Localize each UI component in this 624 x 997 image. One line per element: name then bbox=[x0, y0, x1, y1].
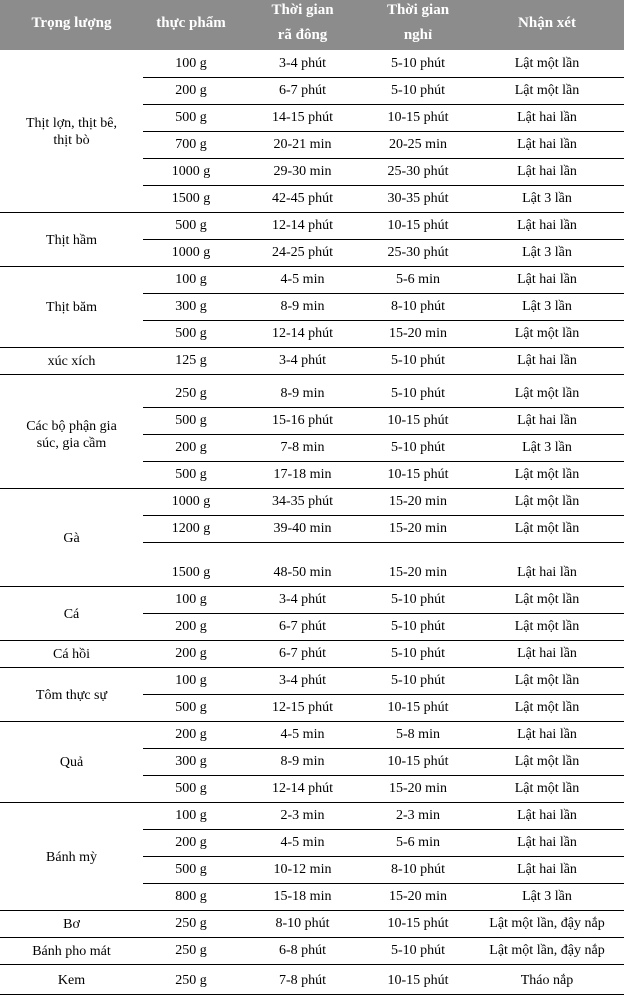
rest-time-cell: 2-3 min bbox=[396, 808, 440, 823]
thaw-time-cell: 10-12 min bbox=[273, 862, 332, 877]
rest-time-cell: 5-10 phút bbox=[390, 83, 446, 98]
thaw-time-cell: 24-25 phút bbox=[271, 245, 334, 260]
header-thaw-time-line2: rã đông bbox=[277, 27, 328, 43]
weight-cell: 1200 g bbox=[171, 521, 211, 536]
header-rest-time-line2: nghỉ bbox=[403, 27, 433, 43]
weight-cell: 250 g bbox=[175, 973, 207, 988]
group-name: Bánh pho mát bbox=[32, 944, 111, 959]
remark-cell: Lật hai lần bbox=[517, 137, 577, 152]
row-divider bbox=[0, 964, 624, 965]
weight-cell: 500 g bbox=[175, 467, 207, 482]
weight-cell: 300 g bbox=[175, 299, 207, 314]
weight-cell: 100 g bbox=[175, 592, 207, 607]
row-divider bbox=[143, 515, 624, 516]
rest-time-cell: 5-6 min bbox=[396, 835, 440, 850]
header-remarks: Nhận xét bbox=[518, 15, 576, 31]
weight-cell: 250 g bbox=[175, 943, 207, 958]
rest-time-cell: 5-10 phút bbox=[390, 673, 446, 688]
row-divider bbox=[143, 748, 624, 749]
weight-cell: 800 g bbox=[175, 889, 207, 904]
remark-cell: Lật hai lần bbox=[517, 835, 577, 850]
thaw-time-cell: 12-14 phút bbox=[271, 326, 334, 341]
group-name: Tôm thực sự bbox=[35, 687, 108, 703]
thaw-time-cell: 8-9 min bbox=[280, 386, 325, 401]
rest-time-cell: 10-15 phút bbox=[387, 916, 449, 931]
group-name: Gà bbox=[63, 530, 80, 546]
rest-time-cell: 5-10 phút bbox=[390, 619, 446, 634]
remark-cell: Lật hai lần bbox=[517, 110, 577, 125]
weight-cell: 100 g bbox=[175, 272, 207, 287]
thaw-time-cell: 4-5 min bbox=[280, 272, 325, 287]
row-divider bbox=[0, 374, 624, 375]
group-name: Kem bbox=[57, 972, 86, 988]
remark-cell: Lật một lần bbox=[514, 56, 580, 71]
row-divider bbox=[143, 694, 624, 695]
row-divider bbox=[0, 212, 624, 213]
rest-time-cell: 5-10 phút bbox=[390, 440, 446, 455]
remark-cell: Lật một lần bbox=[514, 326, 580, 341]
rest-time-cell: 5-6 min bbox=[396, 272, 440, 287]
remark-cell: Lật 3 lần bbox=[522, 440, 572, 455]
weight-cell: 200 g bbox=[175, 440, 207, 455]
remark-cell: Lật một lần bbox=[514, 781, 580, 796]
weight-cell: 100 g bbox=[175, 673, 207, 688]
row-divider bbox=[143, 542, 624, 543]
header-food: thực phẩm bbox=[156, 15, 226, 31]
remark-cell: Lật một lần bbox=[514, 619, 580, 634]
row-divider bbox=[143, 77, 624, 78]
rest-time-cell: 10-15 phút bbox=[387, 700, 449, 715]
row-divider bbox=[0, 488, 624, 489]
row-divider bbox=[0, 994, 624, 995]
remark-cell: Lật hai lần bbox=[517, 164, 577, 179]
group-name: Thịt lợn, thịt bê, thịt bò bbox=[25, 116, 117, 148]
thaw-time-cell: 3-4 phút bbox=[278, 353, 327, 368]
thaw-time-cell: 3-4 phút bbox=[278, 592, 327, 607]
row-divider bbox=[0, 910, 624, 911]
remark-cell: Lật hai lần bbox=[517, 808, 577, 823]
remark-cell: Lật hai lần bbox=[517, 218, 577, 233]
remark-cell: Lật một lần, đậy nắp bbox=[489, 943, 605, 958]
weight-cell: 200 g bbox=[175, 835, 207, 850]
weight-cell: 500 g bbox=[175, 700, 207, 715]
thaw-time-cell: 8-9 min bbox=[280, 299, 325, 314]
group-name: xúc xích bbox=[47, 354, 96, 369]
row-divider bbox=[143, 239, 624, 240]
rest-time-cell: 5-10 phút bbox=[390, 56, 446, 71]
row-divider bbox=[0, 347, 624, 348]
remark-cell: Lật hai lần bbox=[517, 413, 577, 428]
row-divider bbox=[0, 937, 624, 938]
group-name: Thịt hầm bbox=[46, 232, 97, 248]
weight-cell: 1000 g bbox=[171, 494, 211, 509]
row-divider bbox=[143, 775, 624, 776]
group-name: Quả bbox=[59, 755, 84, 770]
row-divider bbox=[143, 131, 624, 132]
rest-time-cell: 5-10 phút bbox=[390, 592, 446, 607]
weight-cell: 700 g bbox=[175, 137, 207, 152]
thaw-time-cell: 17-18 min bbox=[273, 467, 332, 482]
rest-time-cell: 10-15 phút bbox=[387, 467, 449, 482]
rest-time-cell: 5-10 phút bbox=[390, 646, 446, 661]
row-divider bbox=[0, 586, 624, 587]
rest-time-cell: 5-10 phút bbox=[390, 386, 446, 401]
weight-cell: 250 g bbox=[175, 916, 207, 931]
rest-time-cell: 20-25 min bbox=[389, 137, 447, 152]
thaw-time-cell: 6-8 phút bbox=[278, 943, 327, 958]
remark-cell: Lật một lần bbox=[514, 386, 580, 401]
thaw-time-cell: 12-14 phút bbox=[271, 218, 334, 233]
group-name: Cá bbox=[63, 606, 80, 622]
header-weight: Trọng lượng bbox=[31, 15, 112, 31]
weight-cell: 500 g bbox=[175, 326, 207, 341]
header-rest-time-line1: Thời gian bbox=[386, 2, 450, 18]
rest-time-cell: 5-10 phút bbox=[390, 353, 446, 368]
rest-time-cell: 10-15 phút bbox=[387, 973, 449, 988]
thaw-time-cell: 3-4 phút bbox=[278, 56, 327, 71]
group-name: Bơ bbox=[63, 917, 80, 932]
remark-cell: Lật một lần bbox=[514, 467, 580, 482]
remark-cell: Lật một lần bbox=[514, 521, 580, 536]
thaw-time-cell: 34-35 phút bbox=[271, 494, 334, 509]
weight-cell: 200 g bbox=[175, 83, 207, 98]
remark-cell: Lật một lần bbox=[514, 494, 580, 509]
thaw-time-cell: 4-5 min bbox=[280, 835, 325, 850]
rest-time-cell: 15-20 min bbox=[389, 326, 447, 341]
weight-cell: 1500 g bbox=[171, 565, 211, 580]
weight-cell: 1000 g bbox=[171, 245, 211, 260]
remark-cell: Lật một lần, đậy nắp bbox=[489, 916, 605, 931]
row-divider bbox=[143, 883, 624, 884]
group-name: Các bộ phận gia súc, gia cầm bbox=[26, 419, 117, 451]
rest-time-cell: 15-20 min bbox=[389, 781, 447, 796]
rest-time-cell: 15-20 min bbox=[389, 565, 447, 580]
thaw-time-cell: 14-15 phút bbox=[271, 110, 334, 125]
thaw-time-cell: 39-40 min bbox=[273, 521, 332, 536]
remark-cell: Lật 3 lần bbox=[522, 191, 572, 206]
row-divider bbox=[143, 613, 624, 614]
group-name: Bánh mỳ bbox=[46, 849, 97, 865]
remark-cell: Lật một lần bbox=[514, 700, 580, 715]
group-name: Thịt băm bbox=[46, 300, 97, 315]
rest-time-cell: 10-15 phút bbox=[387, 754, 449, 769]
thaw-time-cell: 4-5 min bbox=[280, 727, 325, 742]
weight-cell: 200 g bbox=[175, 646, 207, 661]
weight-cell: 500 g bbox=[175, 413, 207, 428]
row-divider bbox=[143, 158, 624, 159]
weight-cell: 500 g bbox=[175, 218, 207, 233]
weight-cell: 500 g bbox=[175, 862, 207, 877]
weight-cell: 125 g bbox=[175, 353, 207, 368]
weight-cell: 1000 g bbox=[171, 164, 211, 179]
header-thaw-time bbox=[239, 0, 366, 50]
row-divider bbox=[0, 667, 624, 668]
weight-cell: 100 g bbox=[175, 808, 207, 823]
row-divider bbox=[0, 721, 624, 722]
remark-cell: Lật 3 lần bbox=[522, 245, 572, 260]
row-divider bbox=[0, 266, 624, 267]
weight-cell: 250 g bbox=[175, 386, 207, 401]
row-divider bbox=[143, 407, 624, 408]
thaw-time-cell: 6-7 phút bbox=[278, 83, 327, 98]
remark-cell: Tháo nắp bbox=[520, 973, 574, 988]
weight-cell: 500 g bbox=[175, 110, 207, 125]
remark-cell: Lật một lần bbox=[514, 673, 580, 688]
rest-time-cell: 25-30 phút bbox=[387, 245, 449, 260]
rest-time-cell: 5-10 phút bbox=[390, 943, 446, 958]
weight-cell: 200 g bbox=[175, 619, 207, 634]
thaw-time-cell: 12-14 phút bbox=[271, 781, 334, 796]
weight-cell: 300 g bbox=[175, 754, 207, 769]
weight-cell: 200 g bbox=[175, 727, 207, 742]
group-name: Cá hồi bbox=[53, 647, 90, 662]
remark-cell: Lật một lần bbox=[514, 754, 580, 769]
thaw-time-cell: 7-8 phút bbox=[278, 973, 327, 988]
row-divider bbox=[143, 856, 624, 857]
remark-cell: Lật hai lần bbox=[517, 862, 577, 877]
rest-time-cell: 30-35 phút bbox=[387, 191, 449, 206]
weight-cell: 100 g bbox=[175, 56, 207, 71]
remark-cell: Lật hai lần bbox=[517, 646, 577, 661]
rest-time-cell: 8-10 phút bbox=[390, 862, 446, 877]
remark-cell: Lật hai lần bbox=[517, 353, 577, 368]
thaw-time-cell: 12-15 phút bbox=[271, 700, 334, 715]
row-divider bbox=[143, 104, 624, 105]
remark-cell: Lật hai lần bbox=[517, 565, 577, 580]
rest-time-cell: 15-20 min bbox=[389, 494, 447, 509]
rest-time-cell: 15-20 min bbox=[389, 889, 447, 904]
row-divider bbox=[143, 829, 624, 830]
row-divider bbox=[143, 320, 624, 321]
remark-cell: Lật một lần bbox=[514, 83, 580, 98]
rest-time-cell: 5-8 min bbox=[396, 727, 440, 742]
thaw-time-cell: 8-10 phút bbox=[275, 916, 330, 931]
remark-cell: Lật hai lần bbox=[517, 727, 577, 742]
remark-cell: Lật 3 lần bbox=[522, 889, 572, 904]
rest-time-cell: 10-15 phút bbox=[387, 413, 449, 428]
header-thaw-time-line1: Thời gian bbox=[271, 2, 334, 18]
remark-cell: Lật hai lần bbox=[517, 272, 577, 287]
rest-time-cell: 8-10 phút bbox=[390, 299, 446, 314]
thaw-time-cell: 2-3 min bbox=[280, 808, 325, 823]
rest-time-cell: 10-15 phút bbox=[387, 218, 449, 233]
thaw-time-cell: 15-18 min bbox=[273, 889, 332, 904]
thaw-time-cell: 7-8 min bbox=[280, 440, 325, 455]
thaw-time-cell: 29-30 min bbox=[273, 164, 332, 179]
thaw-time-cell: 6-7 phút bbox=[278, 646, 327, 661]
remark-cell: Lật 3 lần bbox=[522, 299, 572, 314]
rest-time-cell: 15-20 min bbox=[389, 521, 447, 536]
thaw-time-cell: 20-21 min bbox=[273, 137, 332, 152]
row-divider bbox=[143, 293, 624, 294]
weight-cell: 500 g bbox=[175, 781, 207, 796]
thaw-time-cell: 15-16 phút bbox=[271, 413, 334, 428]
weight-cell: 1500 g bbox=[171, 191, 211, 206]
row-divider bbox=[143, 185, 624, 186]
thaw-time-cell: 48-50 min bbox=[273, 565, 332, 580]
row-divider bbox=[143, 434, 624, 435]
row-divider bbox=[0, 640, 624, 641]
remark-cell: Lật một lần bbox=[514, 592, 580, 607]
header-rest-time bbox=[366, 0, 470, 50]
row-divider bbox=[0, 802, 624, 803]
row-divider bbox=[143, 461, 624, 462]
thaw-time-cell: 42-45 phút bbox=[271, 191, 334, 206]
thaw-time-cell: 8-9 min bbox=[280, 754, 325, 769]
thaw-time-cell: 6-7 phút bbox=[278, 619, 327, 634]
rest-time-cell: 25-30 phút bbox=[387, 164, 449, 179]
thaw-time-cell: 3-4 phút bbox=[278, 673, 327, 688]
rest-time-cell: 10-15 phút bbox=[387, 110, 449, 125]
